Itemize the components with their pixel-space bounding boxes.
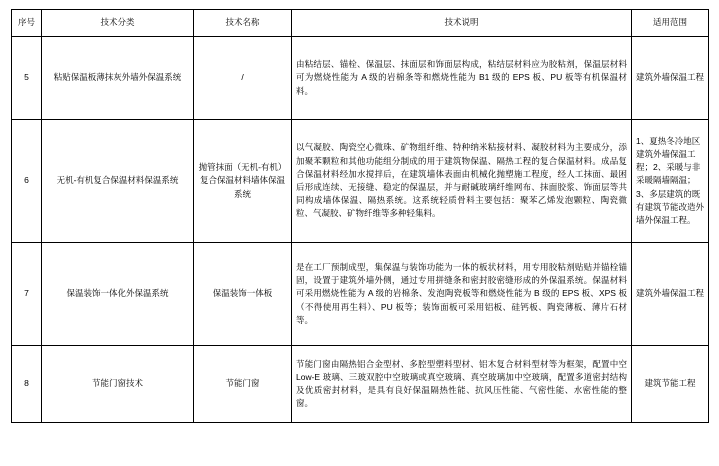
table-row (12, 120, 709, 243)
column-header-category: 技术分类 (42, 10, 194, 37)
table-header-row (12, 10, 709, 37)
cell-scope: 建筑外墙保温工程 (632, 37, 709, 120)
cell-name: 保温装饰一体板 (194, 243, 292, 346)
cell-no: 5 (12, 37, 42, 120)
cell-category: 保温装饰一体化外保温系统 (42, 243, 194, 346)
column-header-no: 序号 (12, 10, 42, 37)
cell-name: 抛管抹面（无机-有机）复合保温材料墙体保温系统 (194, 120, 292, 243)
cell-no: 7 (12, 243, 42, 346)
table-row (12, 346, 709, 423)
cell-no: 6 (12, 120, 42, 243)
column-header-scope: 适用范围 (632, 10, 709, 37)
cell-description: 由粘结层、锚栓、保温层、抹面层和饰面层构成，粘结层材料应为胶粘剂，保温层材料可为燃烧性能为 A 级的岩棉条等和燃烧性能为 B1 级的 EPS 板、PU 板等有机保温材料。 (292, 37, 632, 120)
cell-name: 节能门窗 (194, 346, 292, 423)
cell-scope: 1、夏热冬冷地区建筑外墙保温工程；2、采暖与非采暖隔墙隔温；3、多层建筑的既有建筑节能改造外墙外保温工程。 (632, 120, 709, 243)
table-row (12, 37, 709, 120)
cell-scope: 建筑外墙保温工程 (632, 243, 709, 346)
cell-description: 以气凝胶、陶瓷空心微珠、矿物组纤维、特种纳米粘接材料、凝胶材料为主要成分，添加聚苯颗粒和其他功能组分制成的用于建筑物保温、隔热工程的复合保温材料。成品复合保温材料经加水搅拌后，在建筑墙体表面由机械化抛塑施工程度，经人工抹面、最困后形成连续、无接缝、稳定的保温层，并与耐碱玻璃纤维网布、抹面胶浆、饰面层等共同构成墙体保温、隔热系统。这系统轻质骨料主要包括：聚苯乙烯发泡颗粒、陶瓷微粒、气凝胶、矿物纤维等多种轻集料。 (292, 120, 632, 243)
table-header (12, 10, 709, 37)
cell-description: 节能门窗由隔热铝合金型材、多腔型塑料型材、铝木复合材料型材等为框架，配置中空 Low-E 玻璃、三玻双腔中空玻璃或真空玻璃、真空玻璃加中空玻璃，配置多道密封结构及优质密封材料，是具有良好保温隔热性能、抗风压性能、气密性能、水密性能的整窗。 (292, 346, 632, 423)
cell-description: 是在工厂预制成型，集保温与装饰功能为一体的板状材料，用专用胶粘剂贴贴并锚栓锚固，设置于建筑外墙外侧，通过专用拼缝条和密封胶密缝形成的外保温系统。保温材料可采用燃烧性能为 A 级的岩棉条、发泡陶瓷板等和燃烧性能为 B 级的 EPS 板、XPS 板（不得使用再生料）、PU 板等；装饰面板可采用铝板、硅钙板、陶瓷薄板、薄片石材等。 (292, 243, 632, 346)
cell-category: 粘贴保温板薄抹灰外墙外保温系统 (42, 37, 194, 120)
cell-scope: 建筑节能工程 (632, 346, 709, 423)
cell-no: 8 (12, 346, 42, 423)
table-body (12, 37, 709, 423)
cell-category: 节能门窗技术 (42, 346, 194, 423)
table-row (12, 243, 709, 346)
column-header-name: 技术名称 (194, 10, 292, 37)
column-header-description: 技术说明 (292, 10, 632, 37)
cell-name: / (194, 37, 292, 120)
technology-table (11, 9, 709, 423)
cell-category: 无机-有机复合保温材料保温系统 (42, 120, 194, 243)
